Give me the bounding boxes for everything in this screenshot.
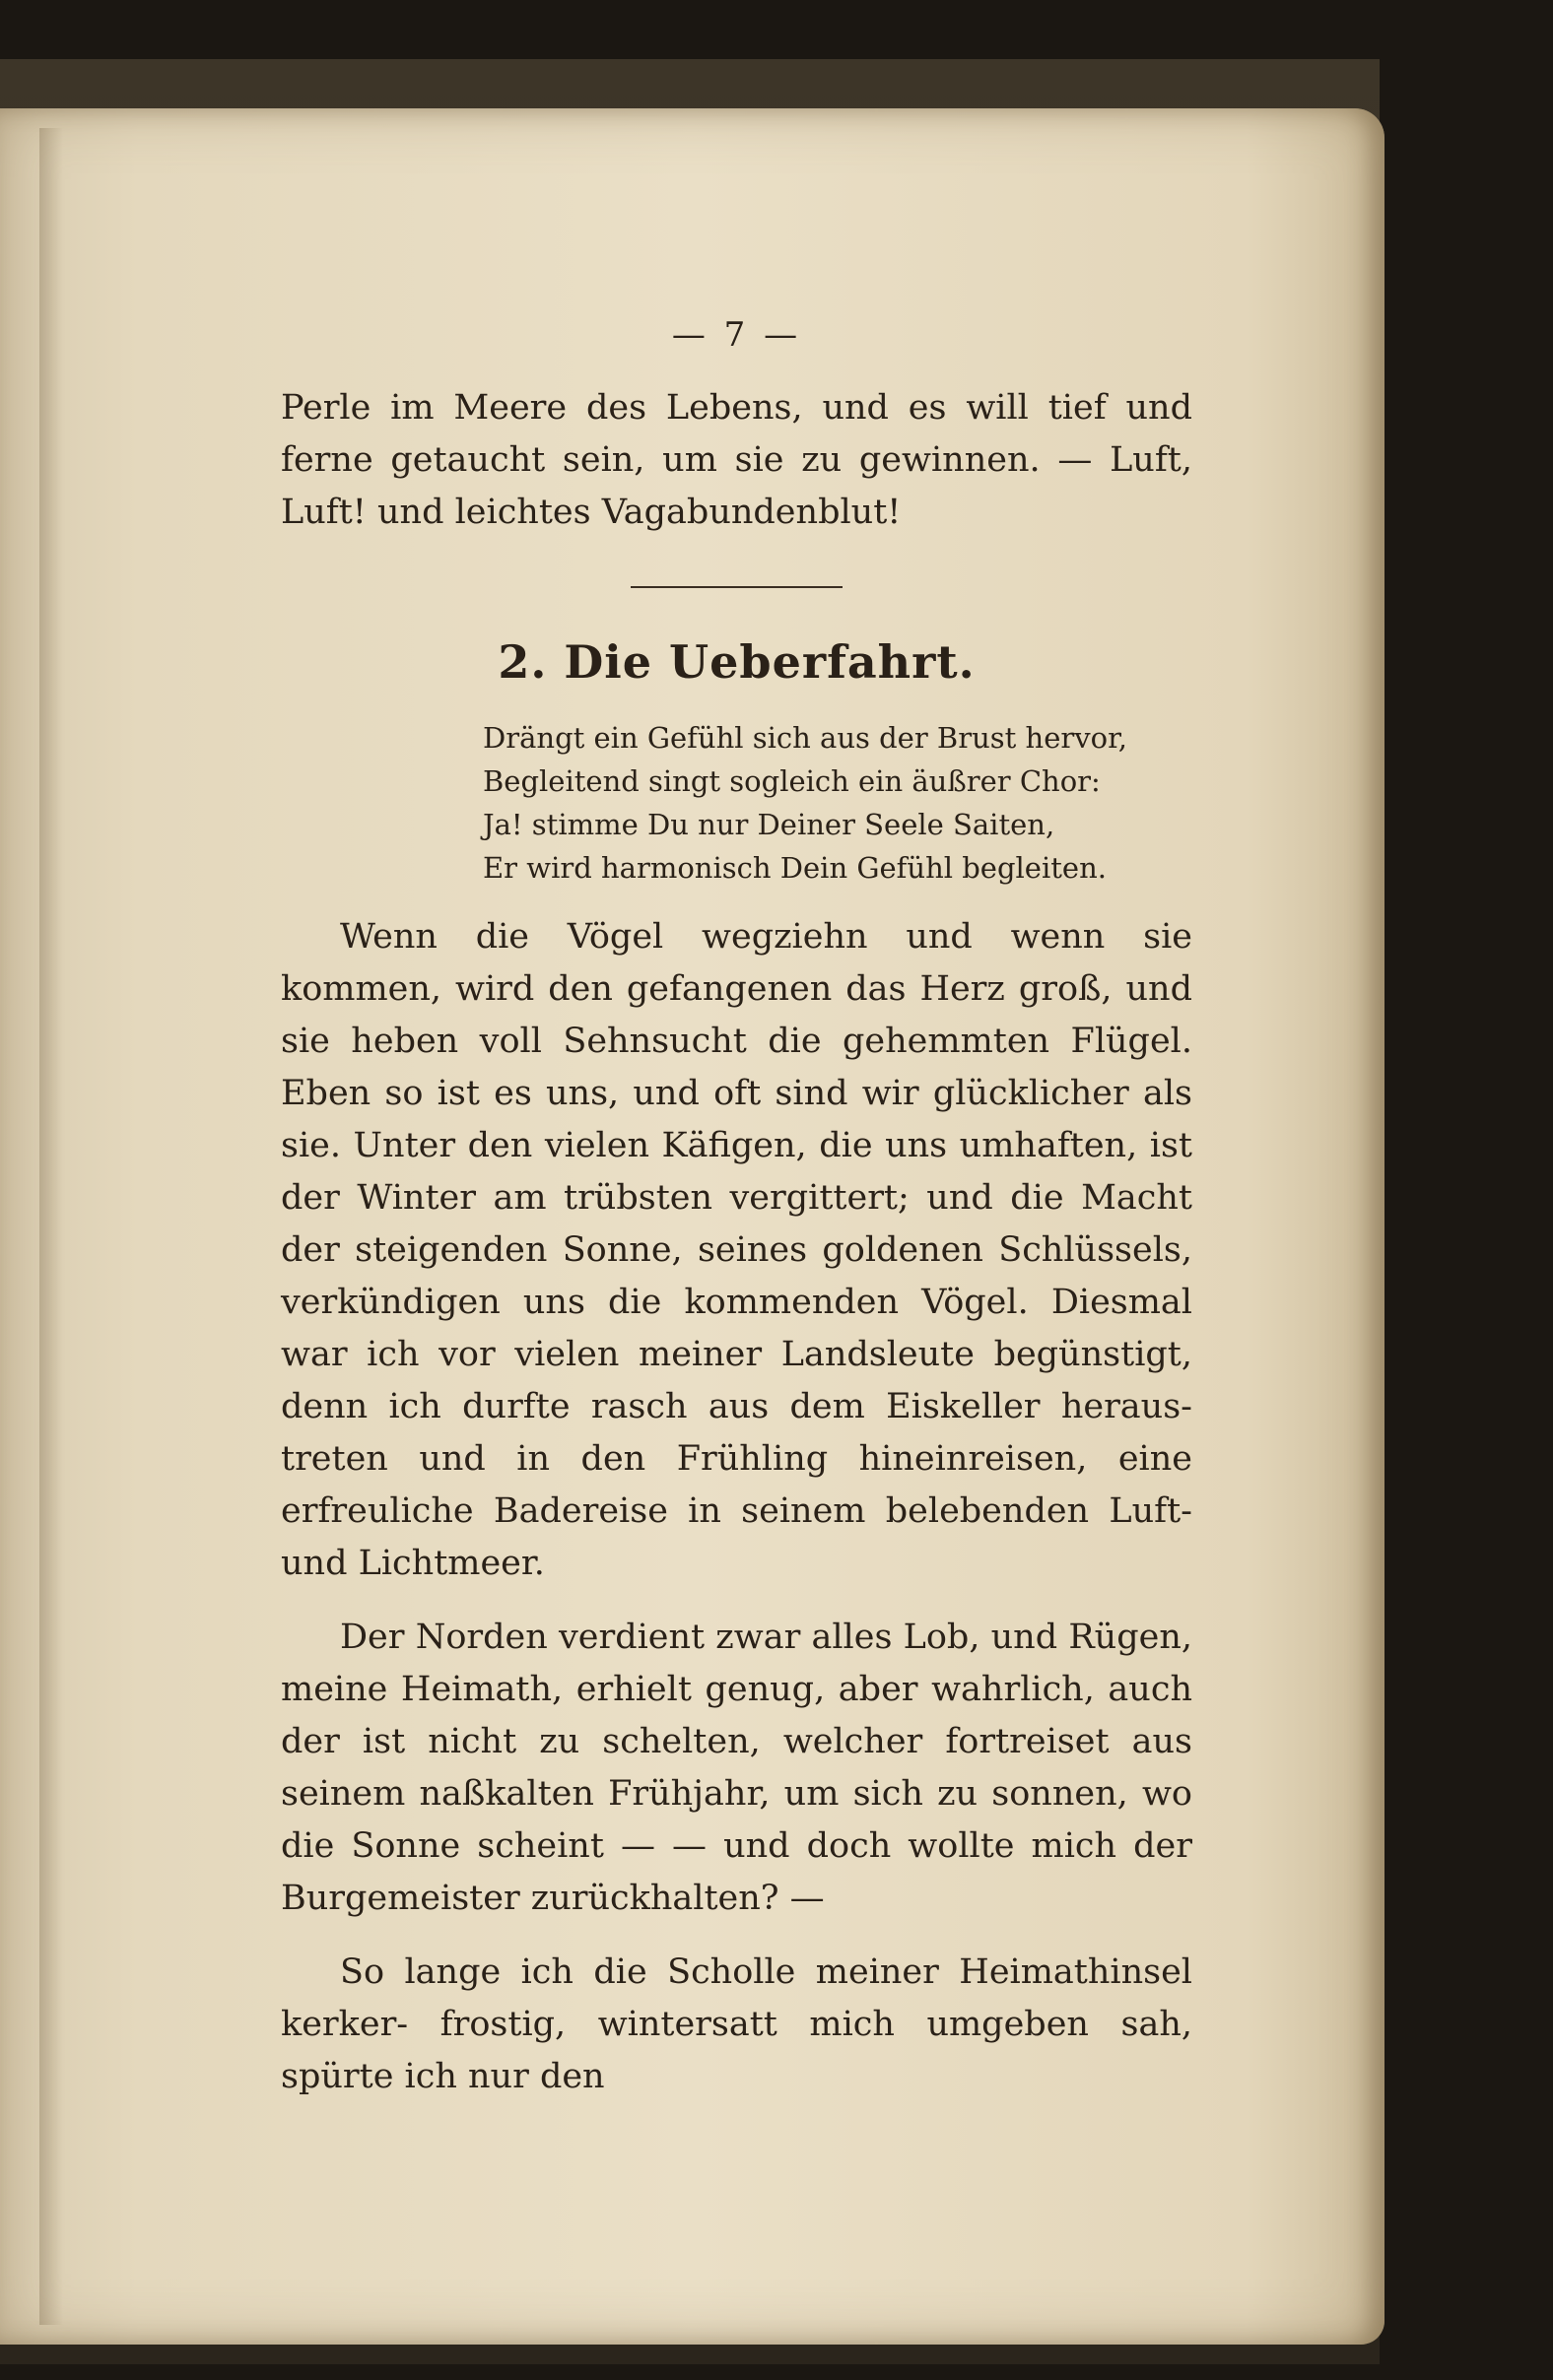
epigraph-verse bbox=[483, 716, 1192, 890]
page-text bbox=[281, 315, 1192, 2103]
verse-line: Er wird harmonisch Dein Gefühl begleiten. bbox=[483, 851, 1107, 885]
paragraph: So lange ich die Scholle meiner Heimathinsel kerker- frostig, wintersatt mich umgeben sah, spürte ich nur den bbox=[281, 1952, 1192, 2096]
section-divider bbox=[631, 586, 843, 588]
intro-paragraph: Perle im Meere des Lebens, und es will tief und ferne getaucht sein, um sie zu gewinnen. — Luft, Luft! und leichtes Vagabundenblut! bbox=[281, 388, 1192, 532]
paragraph: Wenn die Vögel wegziehn und wenn sie kommen, wird den gefangenen das Herz groß, und sie heben voll Sehnsucht die gehemmten Flügel. Eben so ist es uns, und oft sind wir glücklicher als sie. Unter den vielen Käfigen, die uns umhaften, ist der Winter am trübsten vergittert; und die Macht der steigenden Sonne, seines goldenen Schlüssels, verkündigen uns die kommenden Vögel. Diesmal war ich vor vielen meiner Landsleute begünstigt, denn ich durfte rasch aus dem Eiskeller heraus- treten und in den Frühling hineinreisen, eine erfreuliche Badereise in seinem belebenden Luft- und Lichtmeer. bbox=[281, 917, 1192, 1583]
page-gutter bbox=[39, 128, 63, 2325]
page-number: — 7 — bbox=[671, 315, 802, 355]
paragraph: Der Norden verdient zwar alles Lob, und Rügen, meine Heimath, erhielt genug, aber wahrlich, auch der ist nicht zu schelten, welcher fortreiset aus seinem naßkalten Frühjahr, um sich zu sonnen, wo die Sonne scheint — — und doch wollte mich der Burgemeister zurückhalten? — bbox=[281, 1618, 1192, 1918]
chapter-title: 2. Die Ueberfahrt. bbox=[498, 635, 976, 689]
verse-line: Drängt ein Gefühl sich aus der Brust hervor, bbox=[483, 721, 1127, 755]
verse-line: Ja! stimme Du nur Deiner Seele Saiten, bbox=[483, 808, 1055, 841]
verse-line: Begleitend singt sogleich ein äußrer Chor: bbox=[483, 764, 1101, 798]
